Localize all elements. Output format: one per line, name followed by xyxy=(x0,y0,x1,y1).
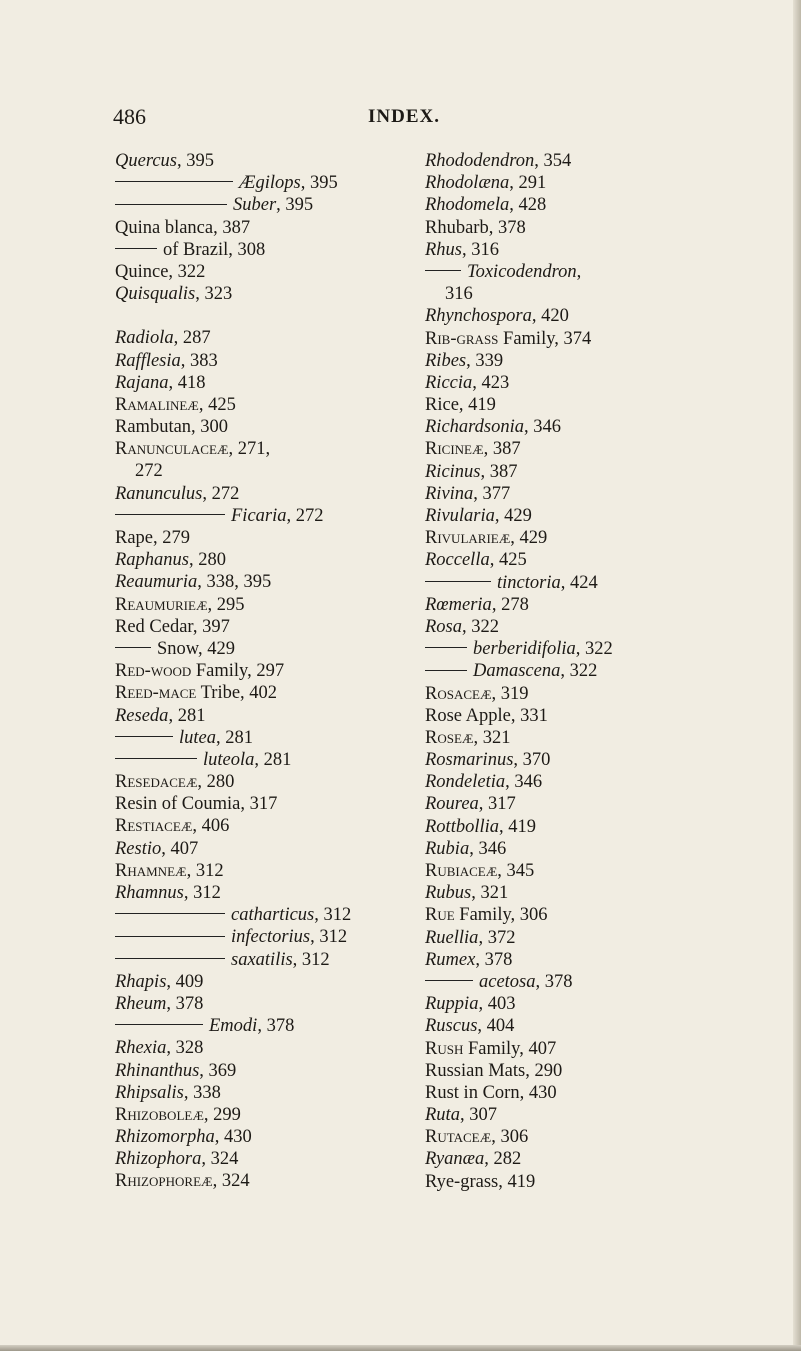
entry-text: , 324 xyxy=(212,1171,250,1192)
entry-term-italic: lutea xyxy=(179,727,216,748)
index-entry xyxy=(425,594,765,616)
entry-term-italic: Roccella xyxy=(425,550,490,571)
index-entry xyxy=(425,1171,765,1193)
entry-text: Family, 297 xyxy=(191,661,285,682)
entry-term-italic: Rivularia xyxy=(425,506,495,526)
entry-text: , 272 xyxy=(286,505,324,526)
entry-term-italic: infectorius xyxy=(231,927,311,948)
entry-text: Rhubarb, 378 xyxy=(425,217,526,238)
entry-text: , 271, xyxy=(228,439,271,460)
entry-term-smallcaps: Rhizoboleæ xyxy=(115,1104,204,1125)
index-entry xyxy=(115,372,455,394)
entry-term-italic: berberidifolia xyxy=(473,639,576,660)
entry-text: , 278 xyxy=(491,594,529,615)
entry-text: , 428 xyxy=(509,195,547,216)
index-entry xyxy=(425,527,765,549)
entry-term-smallcaps: Rue xyxy=(425,905,455,926)
entry-term-italic: Rhapis xyxy=(115,971,167,992)
index-entry xyxy=(115,194,455,216)
entry-term-italic: Reaumuria xyxy=(115,572,198,593)
index-entry xyxy=(425,372,765,394)
entry-text: , 354 xyxy=(534,151,572,171)
entry-text: , 419 xyxy=(499,816,536,837)
index-entry xyxy=(425,461,765,483)
entry-text: , 307 xyxy=(459,1105,497,1126)
entry-text: , 324 xyxy=(201,1149,239,1170)
entry-term-italic: Rhodomela xyxy=(425,195,510,216)
entry-term-smallcaps: Ranunculaceæ xyxy=(115,439,229,460)
entry-term-italic: Radiola xyxy=(115,328,174,349)
entry-term-smallcaps: Reed-mace xyxy=(115,683,197,704)
index-entry xyxy=(425,616,765,638)
ditto-rule xyxy=(425,647,467,648)
entry-text: , 291 xyxy=(509,173,547,194)
entry-term-smallcaps: Rutaceæ xyxy=(425,1127,492,1148)
index-entry xyxy=(425,838,765,860)
index-entry xyxy=(115,1170,455,1192)
entry-text: Quince, 322 xyxy=(115,261,206,282)
entry-text: , 312 xyxy=(186,860,224,881)
entry-text: , 322 xyxy=(560,661,598,682)
index-entry xyxy=(425,749,765,771)
index-entry xyxy=(425,505,765,527)
index-entry xyxy=(425,416,765,438)
index-entry xyxy=(425,793,765,815)
index-entry xyxy=(115,682,455,704)
index-entry xyxy=(425,261,765,283)
entry-term-italic: Ruta xyxy=(425,1105,460,1126)
entry-term-italic: luteola xyxy=(203,749,255,770)
entry-term-italic: Reseda xyxy=(115,705,169,726)
entry-term-italic: Restio xyxy=(115,838,162,859)
entry-text: , 383 xyxy=(180,350,218,371)
entry-text: , 317 xyxy=(478,794,516,815)
index-entry xyxy=(425,860,765,882)
entry-text: Quina blanca, 387 xyxy=(115,217,251,238)
entry-term-smallcaps: Red-wood xyxy=(115,661,192,682)
index-entry xyxy=(115,1037,455,1059)
page-number: 486 xyxy=(113,104,146,129)
ditto-rule xyxy=(115,248,157,249)
ditto-rule xyxy=(425,270,461,271)
index-entry xyxy=(115,327,455,349)
entry-text: , 312 xyxy=(310,927,348,948)
index-entry xyxy=(425,483,765,505)
index-entry xyxy=(425,949,765,971)
entry-text: , 316 xyxy=(462,239,499,260)
index-entry xyxy=(115,660,455,682)
entry-text: Rambutan, 300 xyxy=(115,417,229,438)
entry-term-italic: Ruscus xyxy=(425,1016,478,1037)
index-entry xyxy=(425,194,765,216)
index-entry xyxy=(425,771,765,793)
entry-text: , 346 xyxy=(505,772,543,793)
entry-text: , 345 xyxy=(497,861,535,881)
entry-text: , 406 xyxy=(192,816,230,837)
entry-term-italic: Rhynchospora xyxy=(425,306,532,327)
index-entry xyxy=(115,549,455,571)
index-entry xyxy=(425,993,765,1015)
entry-term-italic: tinctoria xyxy=(497,572,561,593)
entry-term-smallcaps: Rush xyxy=(425,1038,464,1059)
index-entry xyxy=(425,660,765,682)
entry-text: , 280 xyxy=(189,550,226,571)
entry-text: , 407 xyxy=(161,838,199,859)
index-entry xyxy=(115,904,455,926)
entry-text: , 378 xyxy=(535,971,573,992)
index-entry xyxy=(115,217,455,239)
entry-term-italic: Ribes xyxy=(425,350,467,371)
index-entry xyxy=(115,1104,455,1126)
entry-text: , 377 xyxy=(473,483,511,504)
entry-term-italic: Rosa xyxy=(425,616,462,637)
page-title: INDEX. xyxy=(368,106,440,127)
ditto-rule xyxy=(115,936,225,937)
entry-text: , 328 xyxy=(166,1038,204,1059)
entry-term-italic: Rourea xyxy=(425,794,479,815)
index-entry xyxy=(425,150,765,172)
entry-term-italic: Riccia xyxy=(425,372,473,393)
entry-text: , 378 xyxy=(475,949,513,970)
entry-text: , 338 xyxy=(183,1082,221,1103)
index-entry xyxy=(115,749,455,771)
entry-text: , 312 xyxy=(292,949,330,970)
entry-text: , 312 xyxy=(183,883,221,903)
entry-text: , xyxy=(576,261,582,282)
entry-text: , 395 xyxy=(300,173,338,194)
entry-text: , 418 xyxy=(168,372,206,393)
entry-term-smallcaps: Rhamneæ xyxy=(115,860,187,881)
index-entry xyxy=(115,949,455,971)
index-entry xyxy=(425,1104,765,1126)
index-entry xyxy=(115,438,455,460)
index-entry xyxy=(115,1148,455,1170)
index-entry xyxy=(425,904,765,926)
index-entry xyxy=(425,549,765,571)
entry-text: Tribe, 402 xyxy=(196,683,278,704)
entry-text: , 420 xyxy=(531,306,569,327)
entry-text: , 387 xyxy=(480,461,518,482)
entry-term-smallcaps: Ramalineæ xyxy=(115,394,199,415)
entry-term-italic: Rhamnus xyxy=(115,883,184,903)
entry-text: , 281 xyxy=(168,705,206,726)
entry-term-smallcaps: Ricineæ xyxy=(425,439,484,460)
entry-text: , 395 xyxy=(276,195,314,216)
entry-term-smallcaps: Roseæ xyxy=(425,727,474,748)
entry-text: , 321 xyxy=(471,883,509,904)
entry-text: , 387 xyxy=(483,439,521,460)
entry-text: , 321 xyxy=(473,727,511,748)
entry-text: Red Cedar, 397 xyxy=(115,616,230,637)
entry-term-italic: Rumex xyxy=(425,949,476,970)
entry-text: , 339 xyxy=(466,350,504,371)
index-entry xyxy=(115,416,455,438)
entry-text: 316 xyxy=(445,284,473,305)
entry-text: , 281 xyxy=(254,749,292,770)
ditto-rule xyxy=(115,647,151,648)
entry-term-italic: saxatilis xyxy=(231,949,293,970)
entry-term-italic: Ægilops xyxy=(239,173,301,194)
entry-term-italic: acetosa xyxy=(479,971,536,992)
entry-term-italic: Ruellia xyxy=(425,927,479,948)
index-entry xyxy=(115,926,455,948)
index-entry xyxy=(425,1015,765,1037)
entry-term-italic: Damascena xyxy=(473,661,561,682)
ditto-rule xyxy=(115,514,225,515)
index-entry xyxy=(425,172,765,194)
page-edge xyxy=(793,0,801,1351)
index-entry xyxy=(115,261,455,283)
index-entry xyxy=(115,815,455,837)
entry-term-italic: Rheum xyxy=(115,993,167,1014)
index-entry xyxy=(115,971,455,993)
index-entry xyxy=(115,1060,455,1082)
entry-term-italic: Rubia xyxy=(425,838,470,859)
entry-term-italic: Rhodolæna xyxy=(425,173,510,194)
entry-text: , 409 xyxy=(166,971,204,992)
entry-term-italic: Emodi xyxy=(209,1016,258,1037)
ditto-rule xyxy=(115,736,173,737)
entry-term-italic: Suber xyxy=(233,195,277,216)
letter-gap xyxy=(115,305,455,327)
entry-text: , 281 xyxy=(216,727,253,748)
index-entry xyxy=(425,394,765,416)
index-entry xyxy=(425,971,765,993)
entry-text: , 429 xyxy=(510,528,548,549)
index-entry xyxy=(115,882,455,904)
index-entry xyxy=(425,1126,765,1148)
entry-term-smallcaps: Restiaceæ xyxy=(115,816,193,837)
entry-term-italic: Rosmarinus xyxy=(425,750,514,771)
entry-term-italic: Ricinus xyxy=(425,461,481,482)
entry-text: Rose Apple, 331 xyxy=(425,705,548,726)
entry-term-italic: Rubus xyxy=(425,883,472,904)
index-entry xyxy=(115,727,455,749)
index-entry xyxy=(115,571,455,593)
entry-term-italic: Rhus xyxy=(425,239,462,260)
index-entry xyxy=(115,239,455,261)
entry-text: Resin of Coumia, 317 xyxy=(115,794,278,815)
index-entry xyxy=(115,594,455,616)
index-entry xyxy=(115,1015,455,1037)
entry-term-italic: Rhinanthus xyxy=(115,1060,200,1081)
entry-text: Russian Mats, 290 xyxy=(425,1060,563,1081)
entry-text: , 425 xyxy=(198,394,236,415)
entry-text: , 430 xyxy=(214,1127,252,1148)
ditto-rule xyxy=(425,980,473,981)
entry-text: Rape, 279 xyxy=(115,528,191,548)
index-entry xyxy=(425,705,765,727)
index-column-right xyxy=(425,150,765,1193)
index-entry xyxy=(425,927,765,949)
entry-text: , 322 xyxy=(575,639,613,660)
entry-text: of Brazil, 308 xyxy=(163,239,266,260)
entry-text: , 295 xyxy=(207,594,245,615)
entry-term-italic: Rottbollia xyxy=(425,816,499,837)
entry-text: , 346 xyxy=(524,417,562,438)
index-entry xyxy=(115,638,455,660)
index-entry xyxy=(115,460,455,482)
entry-term-italic: Richardsonia xyxy=(425,417,525,438)
entry-text: Rust in Corn, 430 xyxy=(425,1082,557,1103)
entry-text: , 323 xyxy=(195,284,233,305)
index-entry xyxy=(425,217,765,239)
index-entry xyxy=(425,1038,765,1060)
index-entry xyxy=(425,727,765,749)
entry-text: , 404 xyxy=(477,1016,515,1037)
index-entry xyxy=(115,860,455,882)
entry-term-italic: Raphanus xyxy=(115,550,189,571)
entry-text: , 299 xyxy=(203,1104,241,1125)
entry-text: Rye-grass, 419 xyxy=(425,1171,536,1192)
index-entry xyxy=(425,683,765,705)
entry-term-italic: Toxicodendron xyxy=(467,261,577,282)
entry-text: , 372 xyxy=(478,927,516,948)
entry-text: , 429 xyxy=(494,506,532,526)
ditto-rule xyxy=(115,913,225,914)
entry-term-smallcaps: Rhizophoreæ xyxy=(115,1171,213,1192)
entry-text: , 425 xyxy=(489,550,527,571)
entry-term-italic: Ficaria xyxy=(231,505,287,526)
entry-term-italic: Rhizomorpha xyxy=(115,1127,215,1148)
entry-term-smallcaps: Reaumurieæ xyxy=(115,594,208,615)
entry-text: , 338, 395 xyxy=(197,572,272,593)
index-entry xyxy=(425,572,765,594)
entry-term-smallcaps: Rosaceæ xyxy=(425,683,492,704)
entry-term-italic: Ryanæa xyxy=(425,1149,485,1170)
entry-text: , 272 xyxy=(202,483,240,504)
entry-text: , 322 xyxy=(462,616,499,637)
entry-text: , 403 xyxy=(478,994,516,1015)
entry-text: Family, 306 xyxy=(454,905,548,926)
entry-term-smallcaps: Rib-grass xyxy=(425,328,499,349)
page-bottom-edge xyxy=(0,1345,801,1351)
entry-term-italic: Rhizophora xyxy=(115,1149,202,1170)
ditto-rule xyxy=(425,581,491,582)
ditto-rule xyxy=(115,204,227,205)
index-entry xyxy=(425,438,765,460)
index-entry xyxy=(115,172,455,194)
entry-text: , 282 xyxy=(484,1149,522,1170)
ditto-rule xyxy=(115,758,197,759)
index-entry xyxy=(425,882,765,904)
index-entry xyxy=(115,1126,455,1148)
index-entry xyxy=(425,239,765,261)
index-entry xyxy=(425,328,765,350)
entry-term-italic: Ranunculus xyxy=(115,483,203,504)
index-entry xyxy=(115,283,455,305)
index-entry xyxy=(115,394,455,416)
index-entry xyxy=(115,483,455,505)
entry-text: Family, 374 xyxy=(498,328,592,349)
entry-term-italic: Quisqualis xyxy=(115,284,196,305)
entry-term-italic: Quercus xyxy=(115,151,177,171)
entry-text: Family, 407 xyxy=(463,1038,557,1059)
index-entry xyxy=(115,993,455,1015)
entry-text: , 395 xyxy=(177,151,214,171)
ditto-rule xyxy=(115,181,233,182)
entry-term-italic: Rhipsalis xyxy=(115,1082,184,1103)
index-entry xyxy=(425,283,765,305)
entry-text: , 319 xyxy=(491,683,529,704)
entry-text: , 346 xyxy=(469,838,507,859)
index-entry xyxy=(425,1082,765,1104)
entry-term-italic: Rivina xyxy=(425,483,474,504)
entry-text: , 370 xyxy=(513,750,551,771)
entry-term-smallcaps: Resedaceæ xyxy=(115,772,198,793)
index-entry xyxy=(115,527,455,549)
entry-text: , 369 xyxy=(199,1060,237,1081)
ditto-rule xyxy=(115,958,225,959)
index-entry xyxy=(425,305,765,327)
entry-text: , 423 xyxy=(472,372,510,393)
entry-text: , 424 xyxy=(560,572,598,593)
entry-term-italic: Rafflesia xyxy=(115,350,181,371)
index-entry xyxy=(425,350,765,372)
index-entry xyxy=(115,350,455,372)
index-entry xyxy=(115,771,455,793)
entry-text: Snow, 429 xyxy=(157,638,235,659)
entry-text: , 280 xyxy=(197,772,235,793)
entry-text: , 378 xyxy=(257,1016,295,1037)
page-header xyxy=(0,104,801,134)
index-entry xyxy=(115,505,455,527)
index-entry xyxy=(425,1060,765,1082)
entry-text: Rice, 419 xyxy=(425,395,496,416)
entry-term-italic: catharticus xyxy=(231,905,315,926)
index-entry xyxy=(115,793,455,815)
ditto-rule xyxy=(115,1024,203,1025)
entry-text: , 312 xyxy=(314,905,352,926)
entry-term-italic: Rajana xyxy=(115,372,169,393)
entry-text: , 306 xyxy=(491,1127,529,1148)
index-entry xyxy=(115,150,455,172)
entry-term-smallcaps: Rivularieæ xyxy=(425,528,511,549)
index-column-left xyxy=(115,150,455,1193)
entry-term-italic: Rondeletia xyxy=(425,772,506,793)
entry-term-italic: Rhexia xyxy=(115,1038,167,1059)
entry-text: , 378 xyxy=(166,993,204,1014)
index-entry xyxy=(425,1148,765,1170)
ditto-rule xyxy=(425,670,467,671)
index-entry xyxy=(115,838,455,860)
entry-term-italic: Rhododendron xyxy=(425,151,535,171)
entry-term-italic: Ruppia xyxy=(425,994,479,1015)
entry-text: 272 xyxy=(135,461,163,482)
index-entry xyxy=(425,816,765,838)
entry-text: , 287 xyxy=(173,328,211,349)
index-entry xyxy=(115,705,455,727)
entry-term-italic: Rœmeria xyxy=(425,594,492,615)
index-entry xyxy=(425,638,765,660)
index-entry xyxy=(115,616,455,638)
index-entry xyxy=(115,1082,455,1104)
entry-term-smallcaps: Rubiaceæ xyxy=(425,861,498,881)
